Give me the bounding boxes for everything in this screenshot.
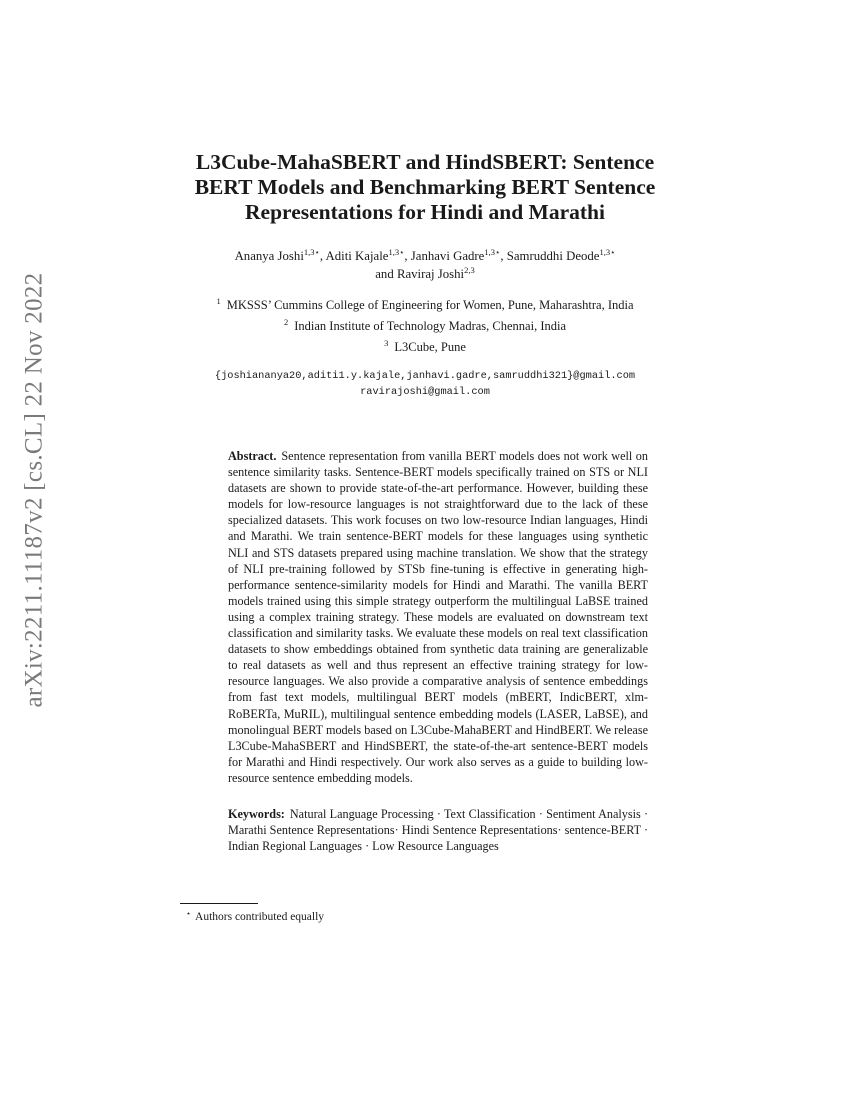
email-line[interactable]: ravirajoshi@gmail.com (360, 386, 490, 398)
keywords-text: Natural Language Processing · Text Classification · Sentiment Analysis · Marathi Sentence Representations· Hindi Sentence Representations· sentence-BERT · Indian Regional Languages · Low Resource Languages (228, 806, 648, 854)
affiliation (180, 335, 670, 356)
affiliation (180, 314, 670, 335)
affiliation-number: 3 (384, 338, 389, 348)
abstract-text: Sentence representation from vanilla BERT models does not work well on sentence similarity tasks. Sentence-BERT models specifically trained on STS or NLI datasets are shown to provide state-of-the-art performance. However, building these models for low-resource languages is not straightforward due to the lack of these specialized datasets. This work focuses on two low-resource Indian languages, Hindi and Marathi. We train sentence-BERT models for these languages using synthetic NLI and STS datasets prepared using machine translation. We show that the strategy of NLI pre-training followed by STSb fine-tuning is effective in generating high-performance sentence-similarity models for Hindi and Marathi. The vanilla BERT models trained using this simple strategy outperform the multilingual LaBSE trained using a complex training strategy. These models are evaluated on downstream text classification and similarity tasks. We evaluate these models on real text classification datasets to show embeddings obtained from synthetic data training are generalizable to real datasets as well and thus represent an effective training strategy for low-resource languages. We also provide a comparative analysis of sentence embeddings from fast text models, multilingual BERT models (mBERT, IndicBERT, xlm-RoBERTa, MuRIL), multilingual sentence embedding models (LASER, LaBSE), and monolingual BERT models based on L3Cube-MahaBERT and HindBERT. We release L3Cube-MahaSBERT and HindSBERT, the state-of-the-art sentence-BERT models for Marathi and Hindi respectively. Our work also serves as a guide to building low-resource sentence embedding models. (228, 449, 648, 785)
author-name: Janhavi Gadre (410, 249, 485, 263)
footnote-text: Authors contributed equally (195, 911, 325, 923)
footnote-rule (180, 903, 258, 904)
email-block (180, 368, 670, 400)
title-line: L3Cube-MahaSBERT and HindSBERT: Sentence (195, 150, 655, 174)
author-affiliation-mark: 1,3⋆ (388, 247, 405, 257)
affiliation-text: L3Cube, Pune (394, 340, 466, 354)
author: Janhavi Gadre$^{1,3⋆}$, (410, 247, 507, 263)
author: Ananya Joshi$^{1,3⋆}$, (234, 247, 326, 263)
arxiv-identifier: arXiv:2211.11187v2 [cs.CL] 22 Nov 2022 (20, 272, 47, 708)
title-line: Representations for Hindi and Marathi (245, 200, 605, 224)
author-name: Aditi Kajale (325, 249, 389, 263)
affiliation-text: MKSSS’ Cummins College of Engineering for Women, Pune, Maharashtra, India (226, 298, 634, 312)
arxiv-identifier-sidebar (12, 272, 56, 708)
author-name: Raviraj Joshi (396, 267, 465, 281)
paper-title (180, 150, 670, 225)
title-line: BERT Models and Benchmarking BERT Sentence (194, 175, 656, 199)
author-line (180, 265, 670, 283)
author-affiliation-mark: 2,3 (464, 265, 475, 275)
author-affiliation-mark: 1,3⋆ (599, 247, 616, 257)
affiliation-number: 1 (216, 296, 221, 306)
affiliation-number: 2 (284, 317, 289, 327)
author-line (180, 247, 670, 265)
author-name: Ananya Joshi (234, 249, 304, 263)
author (507, 249, 616, 263)
affiliation (180, 293, 670, 314)
footnote (186, 906, 324, 925)
affiliation-text: Indian Institute of Technology Madras, Chennai, India (294, 319, 566, 333)
author-affiliation-mark: 1,3⋆ (484, 247, 501, 257)
author-affiliation-mark: 1,3⋆ (303, 247, 320, 257)
keywords (228, 806, 648, 854)
email-line[interactable]: {joshiananya20,aditi1.y.kajale,janhavi.gadre,samruddhi321}@gmail.com (214, 370, 636, 382)
author-list (180, 247, 670, 283)
footnote-mark: ⋆ (186, 909, 192, 918)
author: and Raviraj Joshi$^{2,3}$ (375, 265, 475, 281)
abstract-label: Abstract. (228, 449, 277, 463)
author-name: Samruddhi Deode (506, 249, 600, 263)
author: Aditi Kajale$^{1,3⋆}$, (325, 247, 411, 263)
abstract (228, 448, 648, 786)
keywords-label: Keywords: (228, 806, 285, 821)
affiliation-list (180, 293, 670, 356)
paper-first-page (180, 150, 670, 854)
